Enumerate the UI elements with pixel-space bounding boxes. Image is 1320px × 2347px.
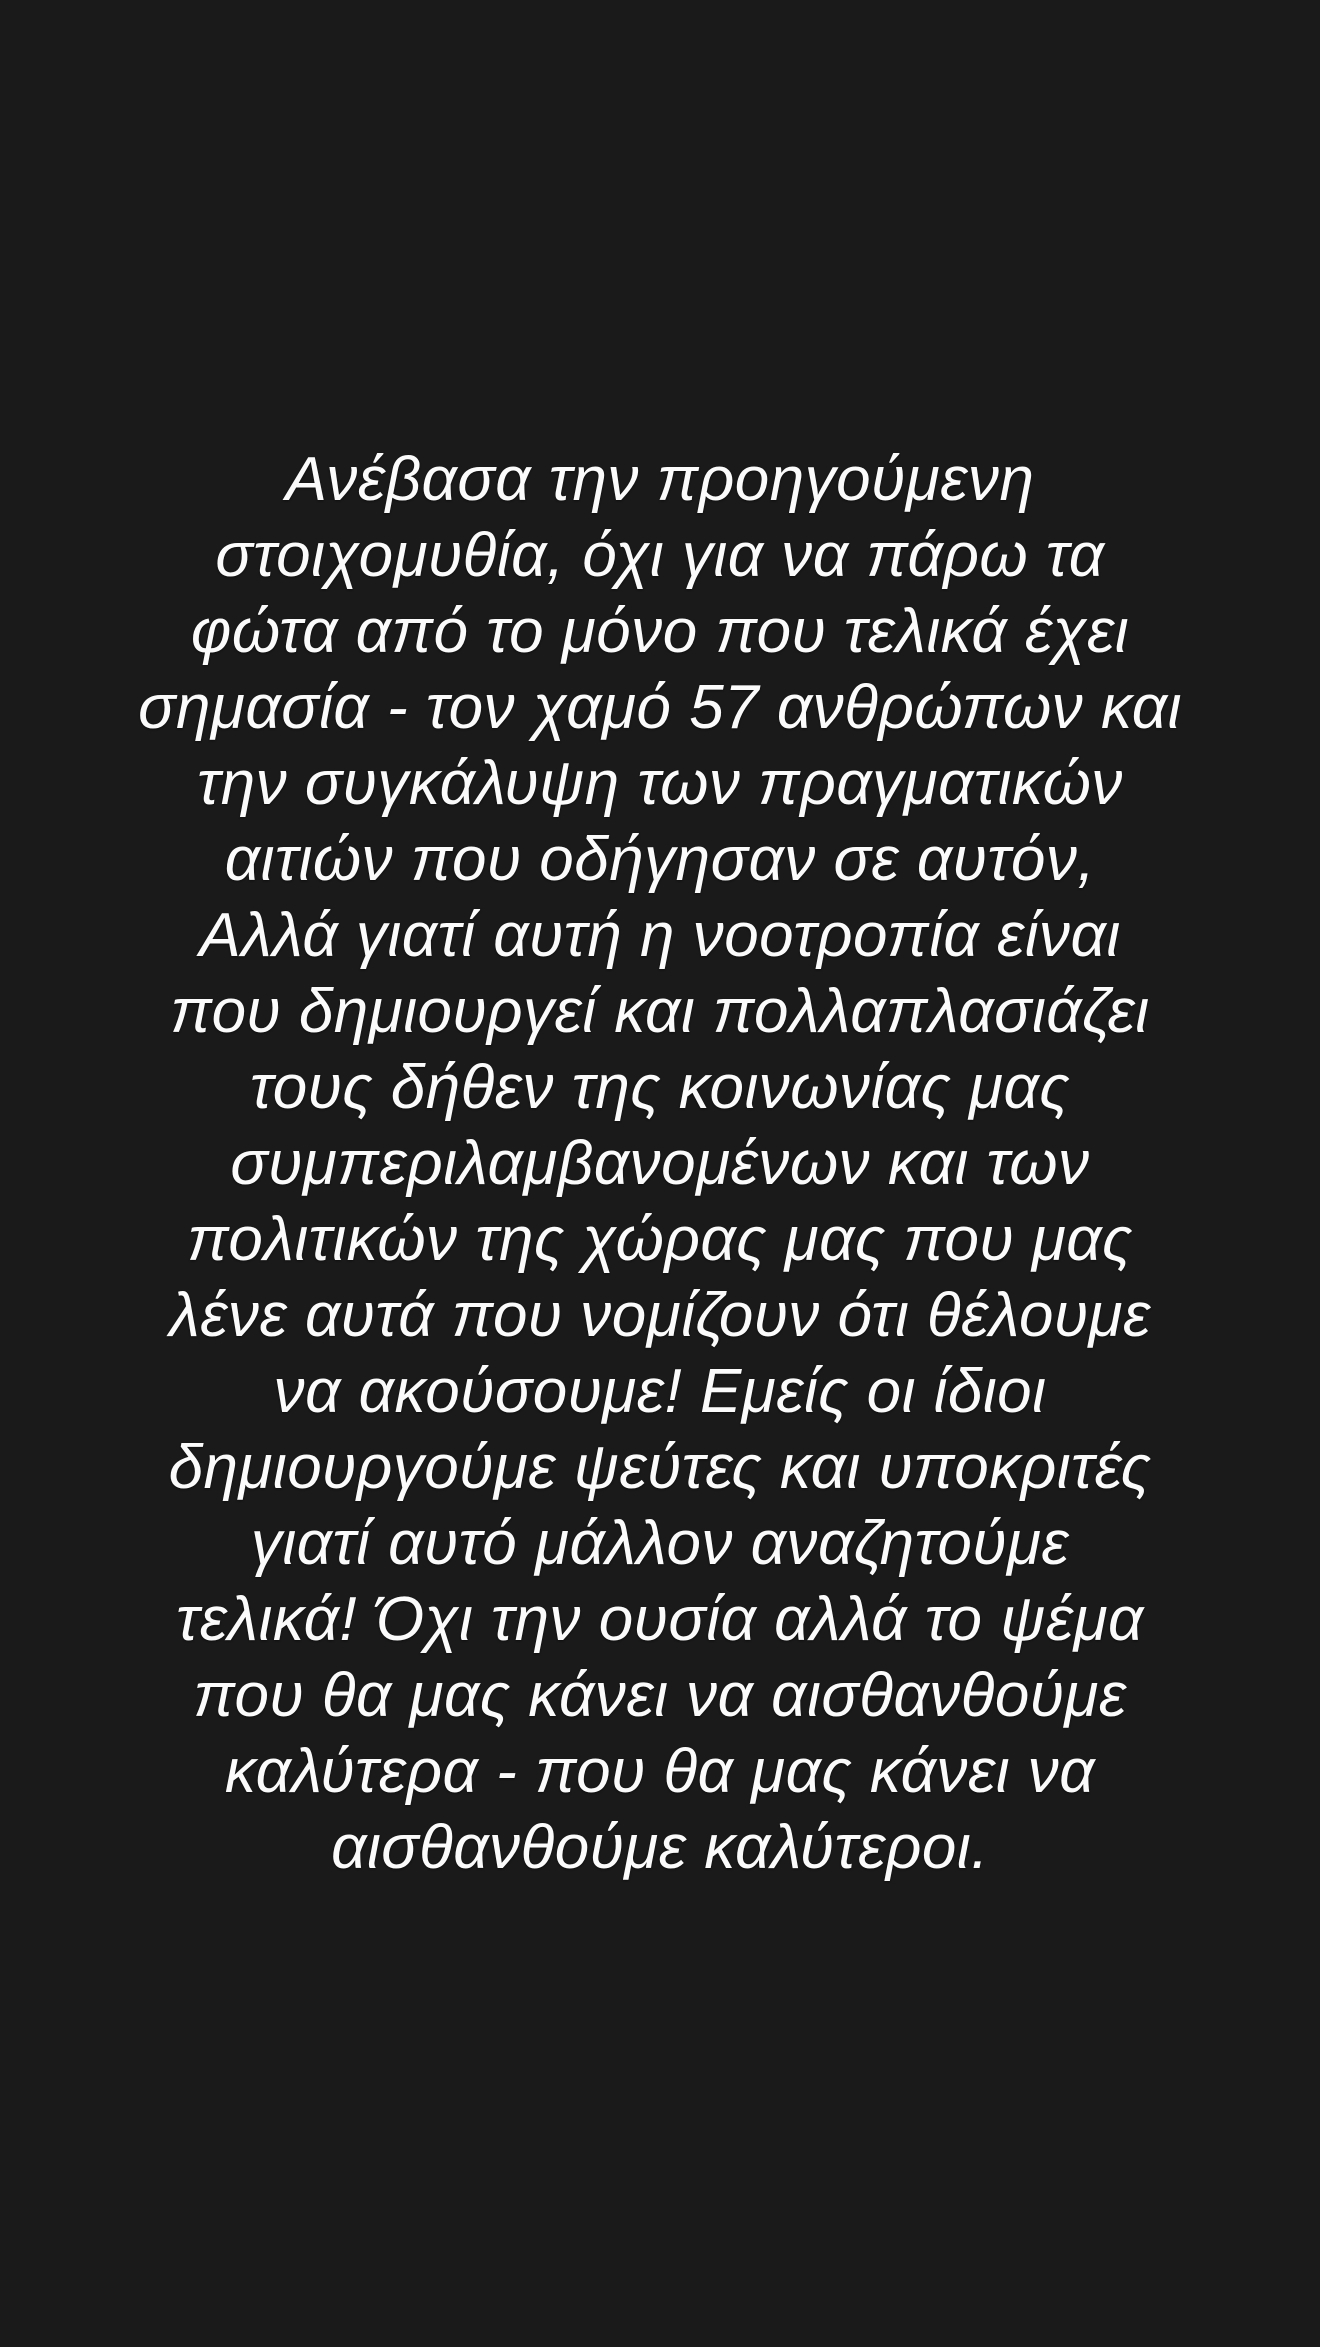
story-text-line: λένε αυτά που νομίζουν ότι θέλουμε bbox=[169, 1281, 1151, 1350]
story-text-line: δημιουργούμε ψεύτες και υποκριτές bbox=[168, 1433, 1152, 1502]
story-text-line: φώτα από το μόνο που τελικά έχει bbox=[190, 597, 1130, 666]
story-text-line: Ανέβασα την προηγούμενη bbox=[285, 445, 1035, 514]
story-text-line: τελικά! Όχι την ουσία αλλά το ψέμα bbox=[176, 1585, 1144, 1654]
story-text-line: στοιχομυθία, όχι για να πάρω τα bbox=[215, 521, 1105, 590]
story-text-line: αισθανθούμε καλύτεροι. bbox=[331, 1813, 989, 1882]
story-text-line: να ακούσουμε! Εμείς οι ίδιοι bbox=[273, 1357, 1047, 1426]
story-text-line: σημασία - τον χαμό 57 ανθρώπων και bbox=[138, 673, 1182, 742]
story-text-line: που θα μας κάνει να αισθανθούμε bbox=[193, 1661, 1127, 1730]
story-text-line: αιτιών που οδήγησαν σε αυτόν, bbox=[224, 825, 1096, 894]
story-text-block bbox=[0, 442, 1320, 1886]
story-text-line: καλύτερα - που θα μας κάνει να bbox=[224, 1737, 1096, 1806]
story-text-line: τους δήθεν της κοινωνίας μας bbox=[250, 1053, 1070, 1122]
story-text-line: την συγκάλυψη των πραγματικών bbox=[197, 749, 1123, 818]
story-text-line: Αλλά γιατί αυτή η νοοτροπία είναι bbox=[199, 901, 1121, 970]
story-text-line: που δημιουργεί και πολλαπλασιάζει bbox=[170, 977, 1150, 1046]
story-text-line: πολιτικών της χώρας μας που μας bbox=[187, 1205, 1133, 1274]
story-text-line: γιατί αυτό μάλλον αναζητούμε bbox=[250, 1509, 1070, 1578]
story-text-line: συμπεριλαμβανομένων και των bbox=[230, 1129, 1090, 1198]
